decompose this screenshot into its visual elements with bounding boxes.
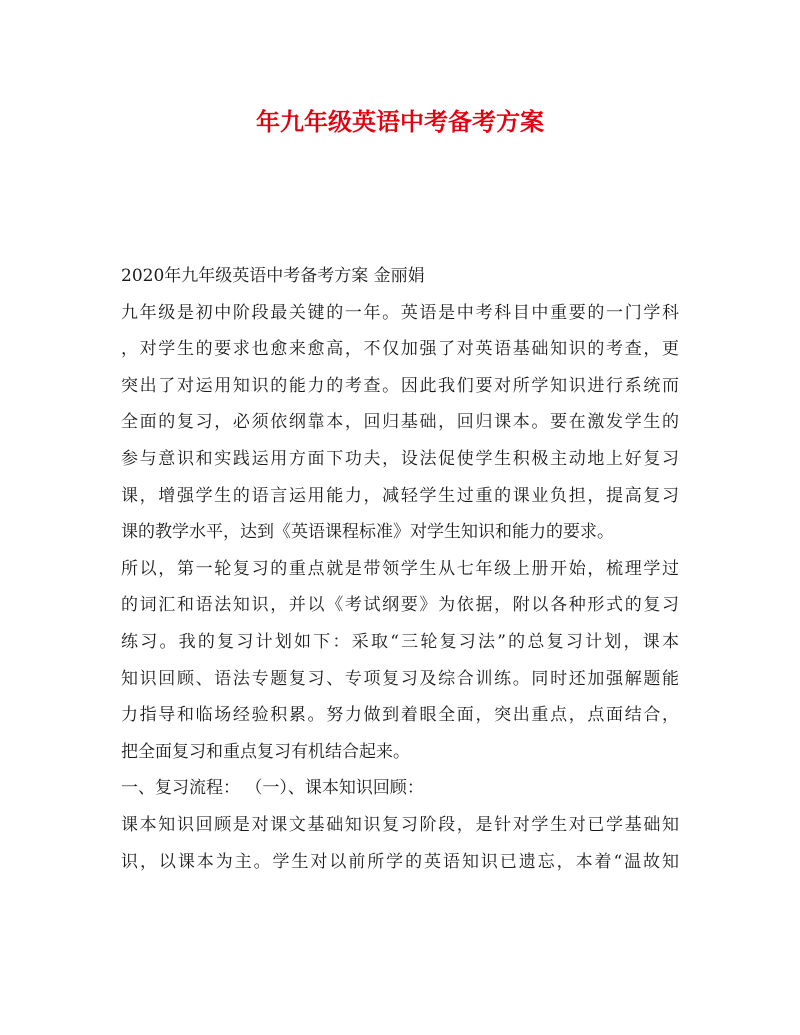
- text-line: 识，以课本为主。学生对以前所学的英语知识已遗忘，本着“温故知: [121, 851, 679, 872]
- text-line: 把全面复习和重点复习有机结合起来。: [121, 741, 410, 762]
- text-line: 所以，第一轮复习的重点就是带领学生从七年级上册开始，梳理学过: [121, 558, 679, 579]
- text-line: 知识回顾、语法专题复习、专项复习及综合训练。同时还加强解题能: [121, 668, 679, 689]
- text-line: ，对学生的要求也愈来愈高，不仅加强了对英语基础知识的考查，更: [121, 339, 679, 360]
- text-line: 的词汇和语法知识，并以《考试纲要》为依据，附以各种形式的复习: [121, 595, 679, 616]
- text-line: 参与意识和实践运用方面下功夫，设法促使学生积极主动地上好复习: [121, 448, 679, 469]
- text-line: 力指导和临场经验积累。努力做到着眼全面，突出重点，点面结合，: [121, 705, 679, 726]
- text-line: 2020年九年级英语中考备考方案 金丽娟: [121, 266, 425, 286]
- text-line: 九年级是初中阶段最关键的一年。英语是中考科目中重要的一门学科: [121, 302, 679, 323]
- text-line: 练习。我的复习计划如下：采取“三轮复习法”的总复习计划，课本: [121, 631, 679, 652]
- section-heading: 一、复习流程： （一）、课本知识回顾：: [121, 778, 424, 799]
- text-line: 课本知识回顾是对课文基础知识复习阶段，是针对学生对已学基础知: [121, 814, 679, 835]
- text-line: 课，增强学生的语言运用能力，减轻学生过重的课业负担，提高复习: [121, 485, 679, 506]
- document-body: [121, 258, 679, 880]
- text-line: 全面的复习，必须依纲靠本，回归基础，回归课本。要在激发学生的: [121, 412, 679, 433]
- text-line: 突出了对运用知识的能力的考查。因此我们要对所学知识进行系统而: [121, 375, 679, 396]
- document-title: 年九年级英语中考备考方案: [256, 107, 544, 136]
- text-line: 课的教学水平，达到《英语课程标准》对学生知识和能力的要求。: [121, 522, 614, 543]
